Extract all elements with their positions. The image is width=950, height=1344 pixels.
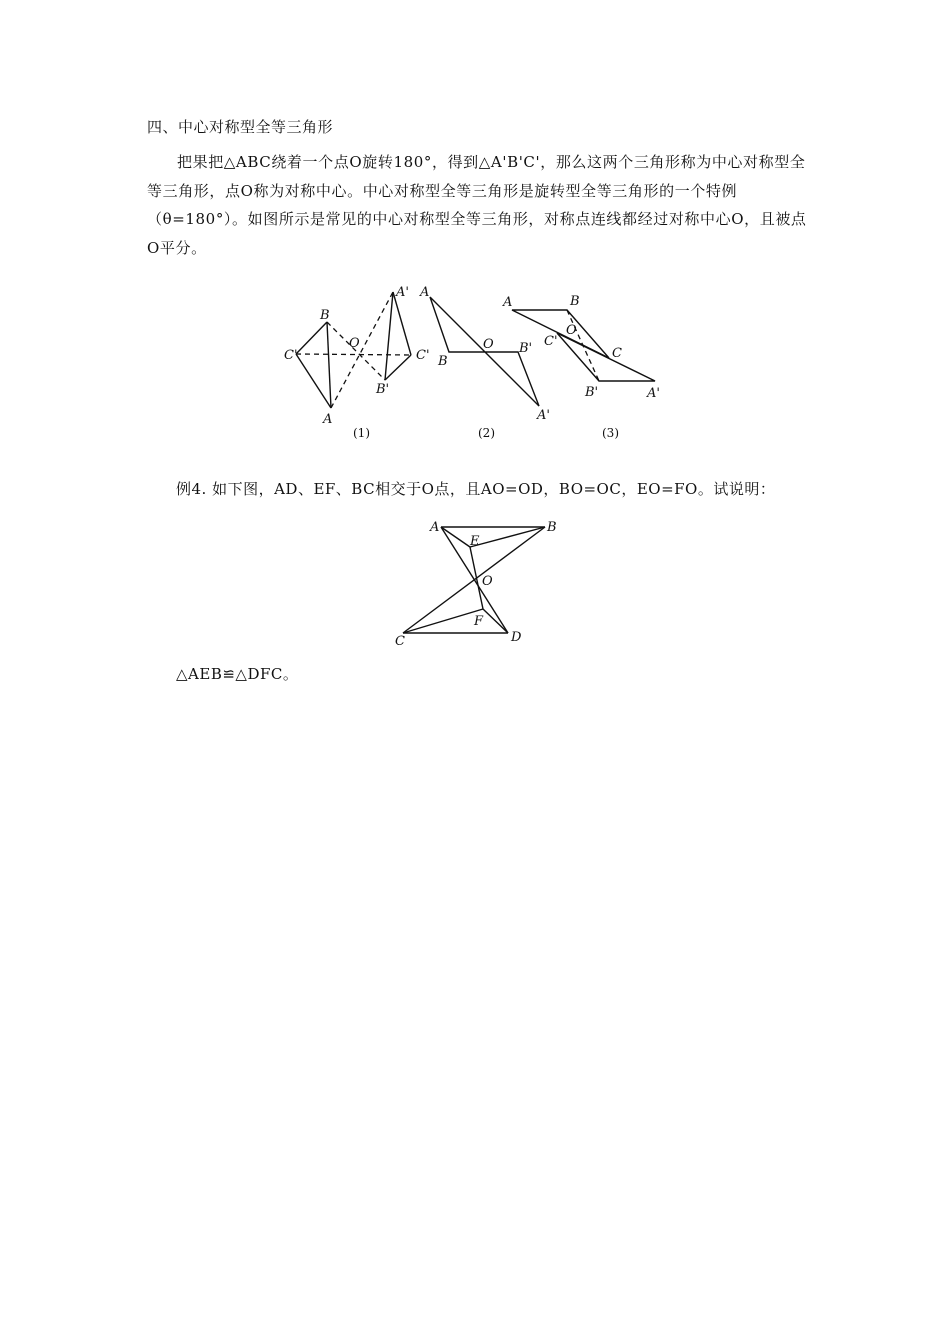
fig3-label-C2: C' (544, 334, 558, 349)
example-figure (0, 0, 950, 660)
fig1-label-A: A (323, 412, 333, 427)
example-label-B: B (547, 520, 557, 535)
fig2-label-A: A (420, 285, 430, 300)
fig3-label-A: A (503, 295, 513, 310)
example-label-A: A (430, 520, 440, 535)
fig1-label-O: O (349, 336, 360, 351)
example-label-F: F (474, 614, 484, 629)
fig2-label-A2: A' (537, 408, 550, 423)
fig1-caption: (1) (353, 426, 370, 440)
section-heading: 四、中心对称型全等三角形 (147, 118, 334, 136)
fig2-caption: (2) (478, 426, 495, 440)
fig1-label-B: B (320, 308, 330, 323)
fig3-caption: (3) (602, 426, 619, 440)
example-text: 例4. 如下图，AD、EF、BC相交于O点，且AO=OD，BO=OC，EO=FO。试说明： (176, 480, 776, 498)
fig1-label-B2: B' (376, 382, 390, 397)
fig3-label-A2: A' (647, 386, 660, 401)
example-label-E: E (470, 534, 480, 549)
fig3-label-C: C (612, 346, 622, 361)
fig3-label-O: O (566, 323, 577, 338)
fig1-label-C2: C' (416, 348, 430, 363)
fig2-label-B: B (438, 354, 448, 369)
example-label-D: D (511, 630, 522, 645)
example-label-O: O (482, 574, 493, 589)
fig2-label-B2: B' (519, 341, 533, 356)
fig1-label-C: C' (284, 348, 298, 363)
fig2-label-O: O (483, 337, 494, 352)
fig1-label-A2: A' (396, 285, 409, 300)
example-conclusion: △AEB≌△DFC。 (176, 665, 299, 683)
fig3-label-B2: B' (585, 385, 599, 400)
section-paragraph: 把果把△ABC绕着一个点O旋转180°，得到△A'B'C'，那么这两个三角形称为中心对称型全等三角形，点O称为对称中心。中心对称型全等三角形是旋转型全等三角形的一个特例（θ=180°）。如图所示是常见的中心对称型全等三角形，对称点连线都经过对称中心O，且被点O平分。 (147, 153, 807, 257)
example-label-C: C (395, 634, 405, 649)
fig3-label-B: B (570, 294, 580, 309)
